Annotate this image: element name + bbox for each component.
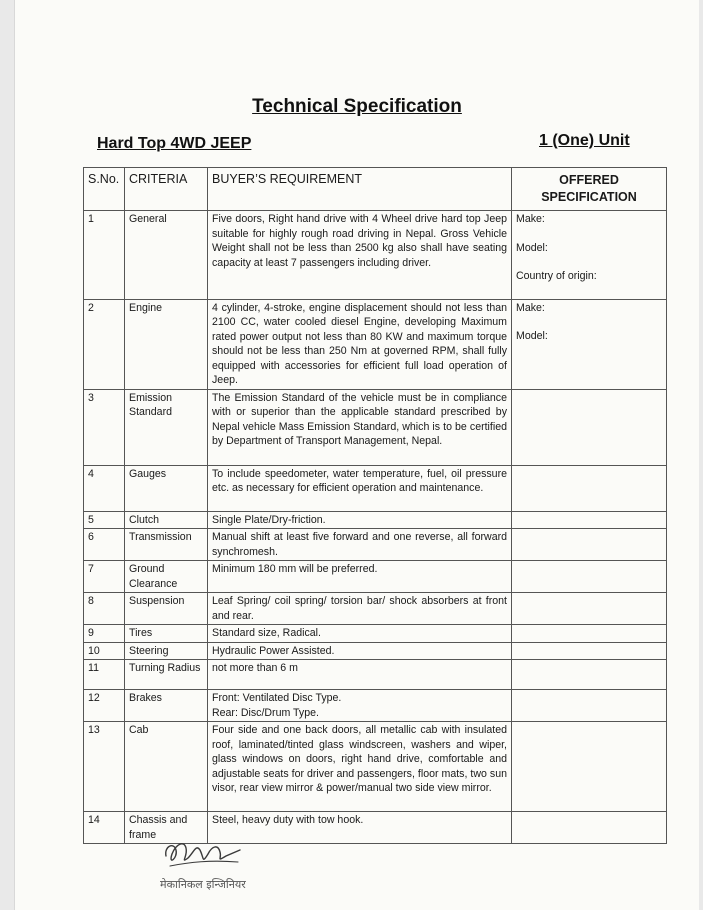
row-sno: 7	[84, 561, 125, 593]
row-offered	[512, 593, 667, 625]
table-body	[84, 211, 667, 844]
document-title: Technical Specification	[252, 96, 462, 117]
table-row	[84, 625, 667, 643]
item-name: Hard Top 4WD JEEP	[97, 135, 252, 152]
row-offered	[512, 690, 667, 722]
row-requirement: Standard size, Radical.	[208, 625, 512, 643]
table-row	[84, 211, 667, 300]
row-criteria: Ground Clearance	[125, 561, 208, 593]
table-row	[84, 593, 667, 625]
row-criteria: Transmission	[125, 529, 208, 561]
row-criteria: Tires	[125, 625, 208, 643]
row-requirement: Manual shift at least five forward and one reverse, all forward synchromesh.	[208, 529, 512, 561]
row-offered	[512, 529, 667, 561]
offered-field-label: Model:	[516, 241, 548, 254]
row-criteria: Gauges	[125, 465, 208, 511]
header-offered: OFFERED SPECIFICATION	[512, 168, 667, 211]
row-criteria: General	[125, 211, 208, 300]
table-row	[84, 465, 667, 511]
row-sno: 12	[84, 690, 125, 722]
row-requirement: Five doors, Right hand drive with 4 Wheel drive hard top Jeep suitable for highly rough road driving in Nepal. Gross Vehicle Weight shall not be less than 2500 kg also shall have seating capacity at least 7 passengers including driver.	[208, 211, 512, 300]
row-criteria: Turning Radius	[125, 660, 208, 690]
row-sno: 11	[84, 660, 125, 690]
table-row	[84, 299, 667, 389]
header-criteria: CRITERIA	[125, 168, 208, 211]
row-requirement: Minimum 180 mm will be preferred.	[208, 561, 512, 593]
row-sno: 1	[84, 211, 125, 300]
row-criteria: Suspension	[125, 593, 208, 625]
row-offered	[512, 299, 667, 389]
row-requirement: Front: Ventilated Disc Type. Rear: Disc/Drum Type.	[208, 690, 512, 722]
row-offered	[512, 465, 667, 511]
row-criteria: Engine	[125, 299, 208, 389]
row-criteria: Emission Standard	[125, 389, 208, 465]
table-row	[84, 389, 667, 465]
row-requirement: Leaf Spring/ coil spring/ torsion bar/ shock absorbers at front and rear.	[208, 593, 512, 625]
row-requirement: Single Plate/Dry-friction.	[208, 511, 512, 529]
table-row	[84, 660, 667, 690]
table-row	[84, 511, 667, 529]
table-row	[84, 529, 667, 561]
table-header-row	[84, 168, 667, 211]
row-offered	[512, 625, 667, 643]
row-offered	[512, 511, 667, 529]
designation-label: मेकानिकल इन्जिनियर	[160, 878, 246, 891]
table-row	[84, 642, 667, 660]
row-requirement: Four side and one back doors, all metallic cab with insulated roof, laminated/tinted glass windscreen, washers and wiper, glass windows on doors, right hand drive, comfortable and adjustable seats for driver and passengers, floor mats, two sun visor, rear view mirror & power/manual two side view mirror.	[208, 722, 512, 812]
row-requirement: not more than 6 m	[208, 660, 512, 690]
row-sno: 8	[84, 593, 125, 625]
row-sno: 9	[84, 625, 125, 643]
row-requirement: 4 cylinder, 4-stroke, engine displacement should not less than 2100 CC, water cooled diesel Engine, developing Maximum rated power output not less than 80 KW and maximum torque should not be less than 250 Nm at governed RPM, shall fully equipped with accessories for efficient full load operation of Jeep.	[208, 299, 512, 389]
offered-field-label: Country of origin:	[516, 270, 597, 282]
row-criteria: Cab	[125, 722, 208, 812]
row-sno: 4	[84, 465, 125, 511]
table-row	[84, 561, 667, 593]
row-offered	[512, 722, 667, 812]
row-sno: 5	[84, 511, 125, 529]
row-offered	[512, 561, 667, 593]
specification-table	[83, 167, 667, 844]
row-requirement: The Emission Standard of the vehicle must be in compliance with or superior than the applicable standard prescribed by Nepal vehicle Mass Emission Standard, which is to be certified by Department of Transport Management, Nepal.	[208, 389, 512, 465]
offered-field-label: Make:	[516, 301, 545, 314]
row-criteria: Clutch	[125, 511, 208, 529]
row-sno: 3	[84, 389, 125, 465]
row-sno: 2	[84, 299, 125, 389]
item-quantity: 1 (One) Unit	[539, 132, 630, 149]
row-sno: 13	[84, 722, 125, 812]
row-sno: 6	[84, 529, 125, 561]
row-requirement: To include speedometer, water temperature, fuel, oil pressure etc. as necessary for efficient operation and maintenance.	[208, 465, 512, 511]
row-requirement: Steel, heavy duty with tow hook.	[208, 812, 512, 844]
row-offered	[512, 642, 667, 660]
row-offered	[512, 660, 667, 690]
row-criteria: Steering	[125, 642, 208, 660]
row-criteria: Chassis and frame	[125, 812, 208, 844]
row-criteria: Brakes	[125, 690, 208, 722]
offered-field-label: Make:	[516, 213, 545, 225]
row-sno: 14	[84, 812, 125, 844]
signature	[160, 836, 250, 876]
header-sno: S.No.	[84, 168, 125, 211]
table-row	[84, 690, 667, 722]
header-requirement: BUYER’S REQUIREMENT	[208, 168, 512, 211]
table-row	[84, 722, 667, 812]
row-offered	[512, 389, 667, 465]
offered-field-label: Model:	[516, 330, 548, 342]
row-offered	[512, 211, 667, 300]
row-sno: 10	[84, 642, 125, 660]
row-offered	[512, 812, 667, 844]
row-requirement: Hydraulic Power Assisted.	[208, 642, 512, 660]
